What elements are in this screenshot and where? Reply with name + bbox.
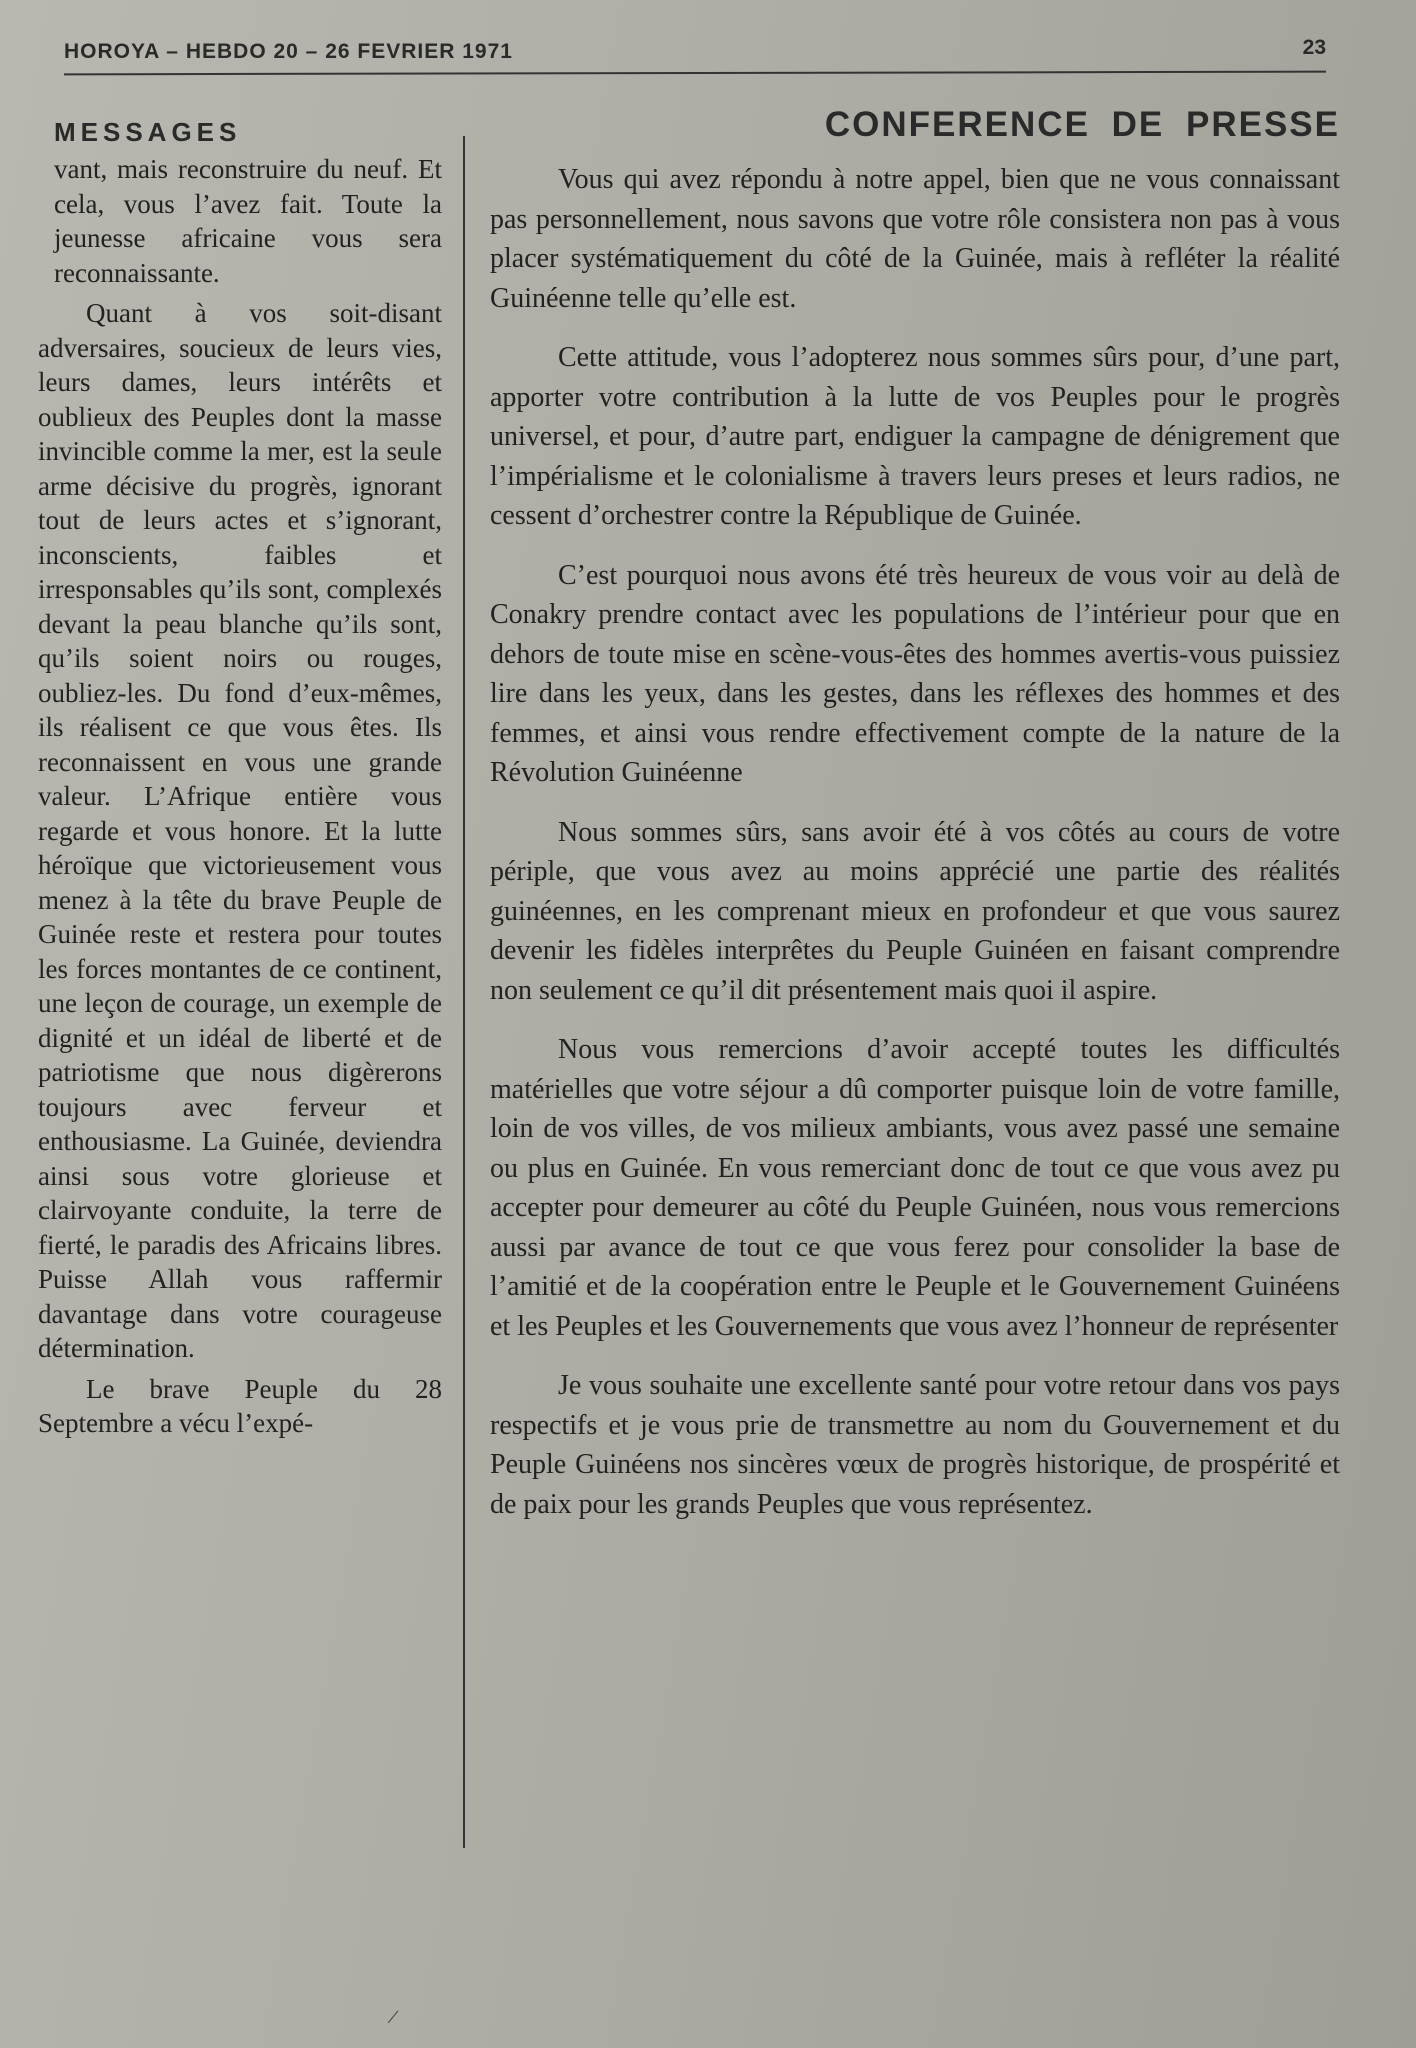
press-paragraph-1: Vous qui avez répondu à notre appel, bien que ne vous connaissant pas personnellement, nous savons que votre rôle consistera non pas à vous placer systématiquement du côté de la Guinée, mais à refléter la réalité Guinéenne telle qu’elle est.: [490, 164, 1340, 314]
messages-heading: MESSAGES: [54, 117, 242, 147]
press-paragraph-3: C’est pourquoi nous avons été très heureux de vous voir au delà de Conakry prendre contact avec les populations de l’intérieur pour que en dehors de toute mise en scène-vous-êtes des hommes avertis-vous puissiez lire dans les yeux, dans les gestes, dans les réflexes des hommes et des femmes, et ainsi vous rendre effectivement compte de la nature de la Révolution Guinéenne: [490, 559, 1340, 788]
ink-mark: /: [386, 2003, 401, 2030]
press-paragraph-2: Cette attitude, vous l’adopterez nous sommes sûrs pour, d’une part, apporter votre contribution à la lutte de vos Peuples pour le progrès universel, et pour, d’autre part, endiguer la campagne de dénigrement que l’impérialisme et le colonialisme à travers leurs preses et leurs radios, ne cessent d’orchestrer contre la République de Guinée.: [490, 342, 1340, 531]
press-conference-column: [490, 104, 1340, 1524]
messages-paragraph-3: Le brave Peuple du 28 Septembre a vécu l’expé-: [38, 1373, 442, 1438]
messages-column: [38, 116, 442, 1447]
column-divider: [463, 136, 465, 1848]
page-number: 23: [1302, 36, 1326, 59]
press-paragraph-5: Nous vous remercions d’avoir accepté toutes les difficultés matérielles que votre séjour a dû comporter puisque loin de votre famille, loin de vos villes, de vos milieux ambiants, vous avez passé une semaine ou plus en Guinée. En vous remerciant donc de tout ce que vous avez pu accepter pour demeurer au côté du Peuple Guinéen, nous vous remercions aussi par avance de tout ce que vous ferez pour consolider la base de l’amitié et de la coopération entre le Peuple et le Gouvernement Guinéens et les Peuples et les Gouvernements que vous avez l’honneur de représenter: [490, 1034, 1340, 1342]
header-rule: [64, 71, 1326, 76]
press-paragraph-4: Nous sommes sûrs, sans avoir été à vos côtés au cours de votre périple, que vous avez au moins apprécié une partie des réalités guinéennes, en les comprenant mieux en profondeur et que vous saurez devenir les fidèles interprêtes du Peuple Guinéen en faisant comprendre non seulement ce qu’il dit présentement mais quoi il aspire.: [490, 816, 1340, 1006]
page-header: [64, 36, 1326, 82]
publication-line: HOROYA – HEBDO 20 – 26 FEVRIER 1971: [64, 40, 513, 63]
press-paragraph-6: Je vous souhaite une excellente santé pour votre retour dans vos pays respectifs et je vous prie de transmettre au nom du Gouvernement et du Peuple Guinéens nos sincères vœux de progrès historique, de prospérité et de paix pour les grands Peuples que vous représentez.: [490, 1370, 1340, 1520]
messages-paragraph-1: vant, mais reconstruire du neuf. Et cela, vous l’avez fait. Toute la jeunesse africaine vous sera reconnaissante.: [54, 154, 442, 288]
press-conference-heading: CONFERENCE DE PRESSE: [824, 105, 1340, 144]
messages-paragraph-2: Quant à vos soit-disant adversaires, soucieux de leurs vies, leurs dames, leurs intérêts et oublieux des Peuples dont la masse invincible comme la mer, est la seule arme décisive du progrès, ignorant tout de leurs actes et s’ignorant, inconscients, faibles et irresponsables qu’ils sont, complexés devant la peau blanche qu’ils sont, qu’ils soient noirs ou rouges, oubliez-les. Du fond d’eux-mêmes, ils réalisent ce que vous êtes. Ils reconnaissent en vous une grande valeur. L’Afrique entière vous regarde et vous honore. Et la lutte héroïque que victorieusement vous menez à la tête du brave Peuple de Guinée reste et restera pour toutes les forces montantes de ce continent, une leçon de courage, un exemple de dignité et un idéal de liberté et de patriotisme que nous digèrerons toujours avec ferveur et enthousiasme. La Guinée, deviendra ainsi sous votre glorieuse et clairvoyante conduite, la terre de fierté, le paradis des Africains libres. Puisse Allah vous raffermir davantage dans votre courageuse détermination.: [38, 298, 442, 1363]
